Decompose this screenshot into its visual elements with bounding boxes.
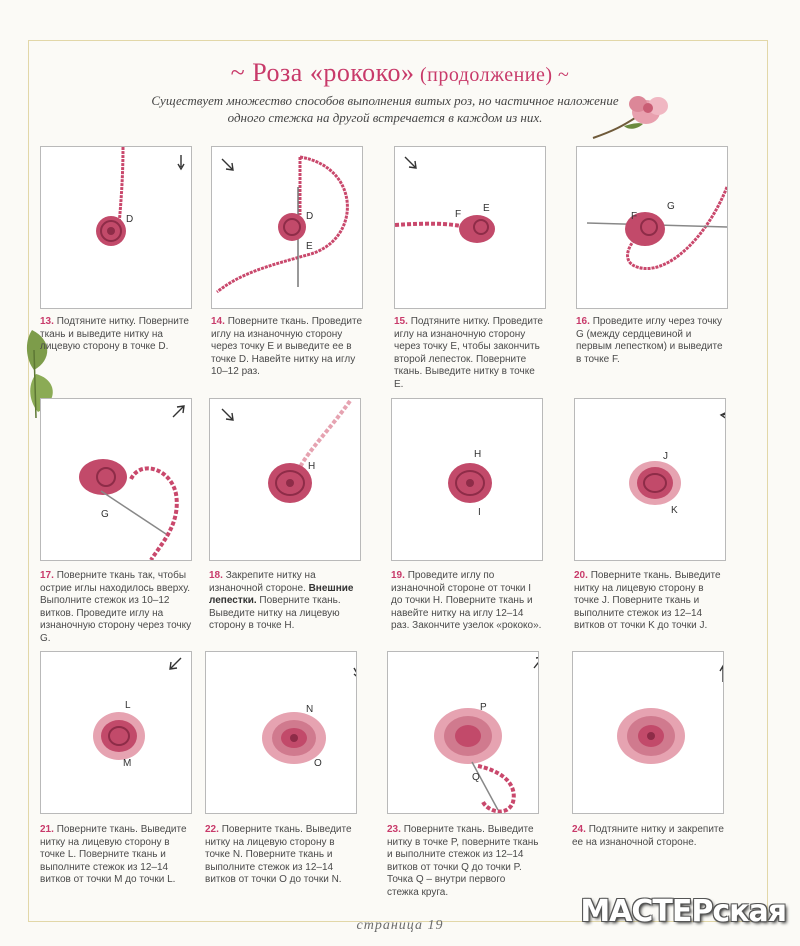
step-23-caption: 23. Поверните ткань. Выведите нитку в точке P, поверните ткань и выполните стежок из 12–14 витков от точки Q до точки P. Точка Q – внутри первого стежка круга. xyxy=(387,824,539,898)
point-label-f: F xyxy=(455,209,462,220)
point-label-h: H xyxy=(474,449,482,460)
page-title: ~ Роза «рококо» (продолжение) ~ xyxy=(230,58,570,87)
step-21-caption: 21. Поверните ткань. Выведите нитку на лицевую сторону в точке L. Поверните ткань и выполните стежок из 12–14 витков от точки M до точки L. xyxy=(40,824,187,886)
point-label-m: M xyxy=(123,758,132,769)
point-label-e: E xyxy=(483,203,490,214)
point-label-i: I xyxy=(478,507,481,518)
step-23-photo xyxy=(387,651,539,814)
step-18-photo xyxy=(209,398,361,561)
intro-text: Существует множество способов выполнения витых роз, но частичное наложение одного стежка на другой встречается в каждом из них. xyxy=(151,93,619,125)
point-label-n: N xyxy=(306,704,314,715)
point-label-g: G xyxy=(101,509,109,520)
step-13-photo xyxy=(40,146,192,309)
step-21-photo xyxy=(40,651,192,814)
step-16-caption: 16. Проведите иглу через точку G (между сердцевиной и первым лепестком) и выведите в точке F. xyxy=(576,316,723,365)
step-17-caption: 17. Поверните ткань так, чтобы острие иглы находилось вверху. Выполните стежок из 10–12 витков. Проведите иглу на изнаночную сторону через точку G. xyxy=(40,570,192,644)
page-number: страница 19 xyxy=(356,918,444,933)
point-label-q: Q xyxy=(472,772,480,783)
step-16-photo xyxy=(576,146,728,309)
point-label-d: D xyxy=(126,214,134,225)
point-label-l: L xyxy=(125,700,131,711)
step-22-photo xyxy=(205,651,357,814)
step-24-caption: 24. Подтяните нитку и закрепите ее на изнаночной стороне. xyxy=(572,824,724,848)
step-19-caption: 19. Проведите иглу по изнаночной стороне от точки I до точки H. Поверните ткань и навейте нитку на иглу 12–14 раз. Закончите узелок «рококо». xyxy=(391,570,542,632)
step-17-photo xyxy=(40,398,192,561)
step-13-caption: 13. Подтяните нитку. Поверните ткань и выведите нитку на лицевую сторону в точке D. xyxy=(40,316,189,353)
point-label-f: F xyxy=(631,211,638,222)
point-label-j: J xyxy=(663,451,668,462)
point-label-o: O xyxy=(314,758,322,769)
step-22-caption: 22. Поверните ткань. Выведите нитку на лицевую сторону в точке N. Поверните ткань и выполните стежок из 12–14 витков от точки O до точки N. xyxy=(205,824,352,886)
point-label-h: H xyxy=(308,461,316,472)
step-24-photo xyxy=(572,651,724,814)
point-label-p: P xyxy=(480,702,487,713)
step-19-photo xyxy=(391,398,543,561)
step-14-caption: 14. Поверните ткань. Проведите иглу на изнаночную сторону через точку E и выведите ее в точке D. Навейте нитку на иглу 10–12 раз. xyxy=(211,316,363,378)
step-18-caption: 18. Закрепите нитку на изнаночной стороне. Внешние лепестки. Поверните ткань. Выведите нитку на лицевую сторону в точке H. xyxy=(209,570,354,632)
step-15-caption: 15. Подтяните нитку. Проведите иглу на изнаночную сторону через точку E, чтобы закончить второй лепесток. Поверните ткань. Выведите нитку в точке E. xyxy=(394,316,543,390)
rose-illustration xyxy=(588,86,678,144)
step-20-photo xyxy=(574,398,726,561)
watermark: МАСТЕРская xyxy=(580,894,786,929)
step-14-photo xyxy=(211,146,363,309)
point-label-d: D xyxy=(306,211,314,222)
point-label-g: G xyxy=(667,201,675,212)
step-20-caption: 20. Поверните ткань. Выведите нитку на лицевую сторону в точке J. Поверните ткань и выполните стежок из 12–14 витков от точки K до точки J. xyxy=(574,570,721,632)
point-label-e: E xyxy=(306,241,313,252)
step-15-photo xyxy=(394,146,546,309)
point-label-k: K xyxy=(671,505,678,516)
